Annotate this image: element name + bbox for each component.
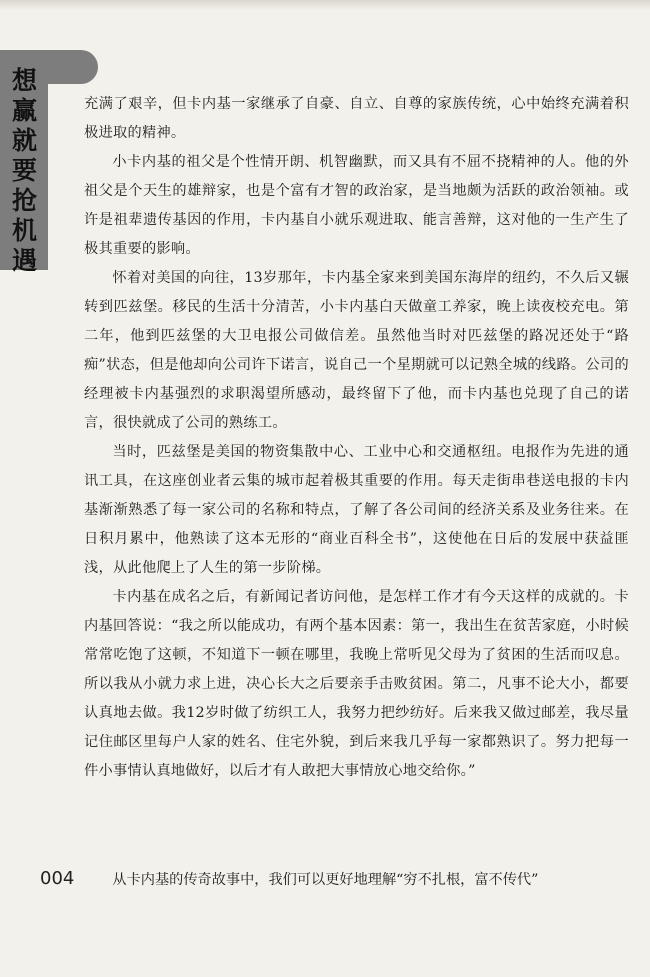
paragraph: 小卡内基的祖父是个性情开朗、机智幽默，而又具有不屈不挠精神的人。他的外祖父是个天生的雄辩家，也是个富有才智的政治家，是当地颇为活跃的政治领袖。或许是祖辈遗传基因的作用，卡内基自小就乐观进取、能言善辩，这对他的一生产生了极其重要的影响。	[84, 154, 629, 257]
paragraph: 卡内基在成名之后，有新闻记者访问他，是怎样工作才有今天这样的成就的。卡内基回答说：“我之所以能成功，有两个基本因素：第一，我出生在贫苦家庭，小时候常常吃饱了这顿，不知道下一顿在哪里，我晚上常听见父母为了贫困的生活而叹息。所以我从小就力求上进，决心长大之后要亲手击败贫困。第二，凡事不论大小，都要认真地去做。我12岁时做了纺织工人，我努力把纱纺好。后来我又做过邮差，我尽量记住邮区里每户人家的姓名、住宅外貌，到后来我几乎每一家都熟识了。努力把每一件小事情认真地做好，以后才有人敢把大事情放心地交给你。”	[84, 589, 629, 779]
top-edge-shadow	[0, 0, 650, 10]
paragraph: 充满了艰辛，但卡内基一家继承了自豪、自立、自尊的家族传统，心中始终充满着积极进取的精神。	[84, 96, 629, 141]
chapter-title: 想赢就要抢机遇	[12, 66, 38, 275]
page-number: 004	[40, 868, 75, 889]
paragraph-start: 从卡内基的传奇故事中，我们可以更好地理解“穷不扎根，富不传代”	[112, 872, 539, 888]
paragraph: 当时，匹兹堡是美国的物资集散中心、工业中心和交通枢纽。电报作为先进的通讯工具，在这座创业者云集的城市起着极其重要的作用。每天走街串巷送电报的卡内基渐渐熟悉了每一家公司的名称和特点，了解了各公司间的经济关系及业务往来。在日积月累中，他熟读了这本无形的“商业百科全书”，这使他在日后的发展中获益匪浅，从此他爬上了人生的第一步阶梯。	[84, 444, 629, 576]
paragraph: 怀着对美国的向往，13岁那年，卡内基全家来到美国东海岸的纽约，不久后又辗转到匹兹堡。移民的生活十分清苦，小卡内基白天做童工养家，晚上读夜校充电。第二年，他到匹兹堡的大卫电报公司做信差。虽然他当时对匹兹堡的路况还处于“路痴”状态，但是他却向公司许下诺言，说自己一个星期就可以记熟全城的线路。公司的经理被卡内基强烈的求职渴望所感动，最终留下了他，而卡内基也兑现了自己的诺言，很快就成了公司的熟练工。	[84, 270, 629, 431]
body-text	[84, 90, 629, 786]
